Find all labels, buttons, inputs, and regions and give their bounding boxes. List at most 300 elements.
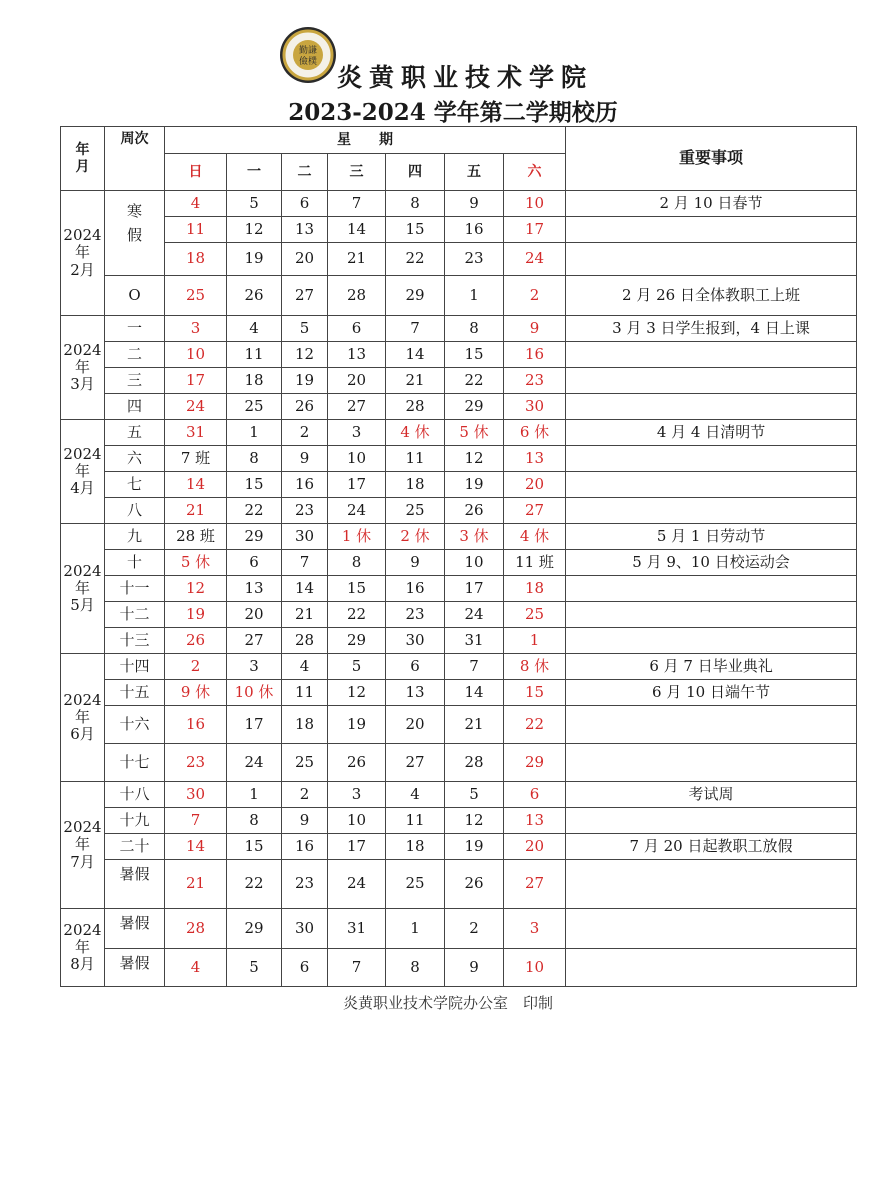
- week-number: 十: [105, 550, 165, 576]
- calendar-week-row: [61, 368, 857, 394]
- day-cell-wed: 8: [328, 550, 386, 576]
- day-cell-wed: 14: [328, 217, 386, 243]
- day-cell-sun: 2: [165, 654, 227, 680]
- event-note: [566, 394, 857, 420]
- day-cell-sun: 11: [165, 217, 227, 243]
- day-cell-wed: 13: [328, 342, 386, 368]
- month-label-month: 8月: [70, 955, 95, 974]
- day-cell-fri: 5: [445, 782, 504, 808]
- day-cell-tue: 23: [282, 498, 328, 524]
- day-cell-tue: 6: [282, 949, 328, 987]
- day-cell-wed: 10: [328, 808, 386, 834]
- day-cell-fri: 3 休: [445, 524, 504, 550]
- day-cell-wed: 20: [328, 368, 386, 394]
- svg-text:儉樸: 儉樸: [298, 57, 318, 67]
- day-cell-sat: 6 休: [504, 420, 566, 446]
- day-cell-thu: 20: [386, 706, 445, 744]
- day-cell-tue: 18: [282, 706, 328, 744]
- week-number: 五: [105, 420, 165, 446]
- month-label-6: [61, 654, 105, 782]
- month-label-year: 2024: [63, 340, 102, 359]
- calendar-week-row: [61, 706, 857, 744]
- day-cell-thu: 7: [386, 316, 445, 342]
- calendar-week-row: [61, 446, 857, 472]
- day-cell-mon: 8: [227, 446, 282, 472]
- day-cell-thu: 11: [386, 446, 445, 472]
- week-label-char: 寒: [126, 202, 142, 220]
- event-note: [566, 368, 857, 394]
- school-seal-logo: [279, 26, 337, 84]
- day-cell-mon: 4: [227, 316, 282, 342]
- day-cell-tue: 11: [282, 680, 328, 706]
- day-cell-tue: 2: [282, 782, 328, 808]
- month-label-month: 5月: [70, 596, 95, 615]
- header-year-month: 年 月: [61, 127, 105, 191]
- week-number: 暑假: [105, 860, 165, 909]
- month-label-year: 2024: [63, 226, 102, 245]
- week-number: 十五: [105, 680, 165, 706]
- day-cell-wed: 1 休: [328, 524, 386, 550]
- calendar-week-row: [61, 834, 857, 860]
- day-cell-tue: 13: [282, 217, 328, 243]
- day-cell-tue: 12: [282, 342, 328, 368]
- day-cell-mon: 27: [227, 628, 282, 654]
- month-label-2: [61, 191, 105, 316]
- calendar-week-row: [61, 860, 857, 909]
- week-number: 四: [105, 394, 165, 420]
- day-cell-thu: 22: [386, 243, 445, 276]
- day-cell-sat: 8 休: [504, 654, 566, 680]
- header-friday: 五: [445, 154, 504, 191]
- day-cell-thu: 1: [386, 909, 445, 949]
- day-cell-thu: 18: [386, 472, 445, 498]
- month-label-nian: 年: [74, 835, 90, 854]
- week-number: 十七: [105, 744, 165, 782]
- day-cell-mon: 10 休: [227, 680, 282, 706]
- month-label-8: [61, 909, 105, 987]
- day-cell-wed: 10: [328, 446, 386, 472]
- week-number: 七: [105, 472, 165, 498]
- week-number: 暑假: [105, 949, 165, 987]
- event-note: [566, 860, 857, 909]
- day-cell-wed: 28: [328, 276, 386, 316]
- day-cell-fri: 7: [445, 654, 504, 680]
- day-cell-wed: 7: [328, 949, 386, 987]
- day-cell-thu: 8: [386, 949, 445, 987]
- calendar-week-row: [61, 680, 857, 706]
- day-cell-sun: 7 班: [165, 446, 227, 472]
- day-cell-wed: 27: [328, 394, 386, 420]
- day-cell-mon: 5: [227, 949, 282, 987]
- day-cell-tue: 26: [282, 394, 328, 420]
- day-cell-fri: 9: [445, 949, 504, 987]
- event-note: 2 月 10 日春节: [566, 191, 857, 217]
- day-cell-sun: 10: [165, 342, 227, 368]
- calendar-week-row: [61, 524, 857, 550]
- day-cell-mon: 13: [227, 576, 282, 602]
- day-cell-tue: 27: [282, 276, 328, 316]
- month-label-nian: 年: [74, 707, 90, 726]
- calendar-week-row: [61, 342, 857, 368]
- calendar-week-row: [61, 550, 857, 576]
- week-number: 十一: [105, 576, 165, 602]
- month-label-nian: 年: [74, 461, 90, 480]
- calendar-week-row: [61, 909, 857, 949]
- day-cell-sat: 30: [504, 394, 566, 420]
- week-number: 二十: [105, 834, 165, 860]
- calendar-week-row: [61, 628, 857, 654]
- calendar-week-row: [61, 243, 857, 276]
- day-cell-sat: 20: [504, 834, 566, 860]
- calendar-week-row: [61, 602, 857, 628]
- day-cell-sun: 14: [165, 834, 227, 860]
- day-cell-fri: 12: [445, 446, 504, 472]
- calendar-week-row: [61, 576, 857, 602]
- day-cell-mon: 11: [227, 342, 282, 368]
- day-cell-thu: 16: [386, 576, 445, 602]
- day-cell-thu: 2 休: [386, 524, 445, 550]
- day-cell-tue: 30: [282, 909, 328, 949]
- header-monday: 一: [227, 154, 282, 191]
- day-cell-sat: 27: [504, 860, 566, 909]
- day-cell-thu: 6: [386, 654, 445, 680]
- event-note: 6 月 7 日毕业典礼: [566, 654, 857, 680]
- day-cell-wed: 26: [328, 744, 386, 782]
- calendar-week-row: [61, 949, 857, 987]
- day-cell-sun: 9 休: [165, 680, 227, 706]
- month-label-7: [61, 782, 105, 909]
- day-cell-mon: 19: [227, 243, 282, 276]
- day-cell-wed: 15: [328, 576, 386, 602]
- day-cell-fri: 21: [445, 706, 504, 744]
- day-cell-sun: 17: [165, 368, 227, 394]
- event-note: [566, 446, 857, 472]
- day-cell-thu: 15: [386, 217, 445, 243]
- month-label-year: 2024: [63, 920, 102, 939]
- month-label-month: 7月: [70, 852, 95, 871]
- day-cell-sun: 14: [165, 472, 227, 498]
- day-cell-sun: 7: [165, 808, 227, 834]
- day-cell-mon: 25: [227, 394, 282, 420]
- day-cell-wed: 5: [328, 654, 386, 680]
- school-name: 炎黄职业技术学院: [337, 63, 594, 92]
- day-cell-thu: 4: [386, 782, 445, 808]
- event-note: [566, 576, 857, 602]
- day-cell-tue: 9: [282, 808, 328, 834]
- header-weekday-group: 星 期: [165, 127, 566, 154]
- day-cell-mon: 15: [227, 472, 282, 498]
- month-label-5: [61, 524, 105, 654]
- day-cell-sat: 18: [504, 576, 566, 602]
- day-cell-sat: 10: [504, 191, 566, 217]
- day-cell-sat: 1: [504, 628, 566, 654]
- event-note: 5 月 9、10 日校运动会: [566, 550, 857, 576]
- day-cell-sat: 11 班: [504, 550, 566, 576]
- event-note: [566, 243, 857, 276]
- calendar-week-row: [61, 217, 857, 243]
- day-cell-sat: 17: [504, 217, 566, 243]
- day-cell-sun: 18: [165, 243, 227, 276]
- calendar-week-row: [61, 394, 857, 420]
- week-number: 十二: [105, 602, 165, 628]
- week-winter-break: [105, 191, 165, 276]
- day-cell-tue: 5: [282, 316, 328, 342]
- day-cell-mon: 5: [227, 191, 282, 217]
- event-note: [566, 217, 857, 243]
- day-cell-tue: 20: [282, 243, 328, 276]
- footer-printer-note: 炎黄职业技术学院办公室 印制: [342, 994, 553, 1012]
- day-cell-sun: 4: [165, 949, 227, 987]
- day-cell-thu: 27: [386, 744, 445, 782]
- month-label-year: 2024: [63, 561, 102, 580]
- day-cell-sun: 31: [165, 420, 227, 446]
- event-note: 5 月 1 日劳动节: [566, 524, 857, 550]
- week-label-char: 假: [126, 226, 142, 244]
- day-cell-mon: 24: [227, 744, 282, 782]
- day-cell-mon: 8: [227, 808, 282, 834]
- day-cell-sat: 13: [504, 808, 566, 834]
- calendar-title: 2023-2024 学年第二学期校历: [288, 99, 618, 126]
- header-saturday: 六: [504, 154, 566, 191]
- month-label-year: 2024: [63, 818, 102, 837]
- month-label-month: 2月: [70, 260, 95, 279]
- event-note: [566, 706, 857, 744]
- event-note: 考试周: [566, 782, 857, 808]
- week-number: 一: [105, 316, 165, 342]
- day-cell-fri: 5 休: [445, 420, 504, 446]
- event-note: [566, 602, 857, 628]
- event-note: [566, 808, 857, 834]
- day-cell-mon: 1: [227, 420, 282, 446]
- week-number: 十三: [105, 628, 165, 654]
- month-label-nian: 年: [74, 937, 90, 956]
- day-cell-sat: 6: [504, 782, 566, 808]
- day-cell-thu: 14: [386, 342, 445, 368]
- day-cell-fri: 29: [445, 394, 504, 420]
- calendar-week-row: [61, 316, 857, 342]
- week-number: 六: [105, 446, 165, 472]
- day-cell-sun: 26: [165, 628, 227, 654]
- day-cell-tue: 30: [282, 524, 328, 550]
- month-label-3: [61, 316, 105, 420]
- day-cell-fri: 15: [445, 342, 504, 368]
- day-cell-thu: 30: [386, 628, 445, 654]
- week-number: 二: [105, 342, 165, 368]
- day-cell-fri: 17: [445, 576, 504, 602]
- day-cell-wed: 29: [328, 628, 386, 654]
- day-cell-sun: 25: [165, 276, 227, 316]
- day-cell-sat: 16: [504, 342, 566, 368]
- day-cell-wed: 19: [328, 706, 386, 744]
- day-cell-tue: 4: [282, 654, 328, 680]
- month-label-year: 2024: [63, 444, 102, 463]
- day-cell-thu: 11: [386, 808, 445, 834]
- day-cell-sat: 10: [504, 949, 566, 987]
- calendar-week-row: [61, 654, 857, 680]
- day-cell-fri: 1: [445, 276, 504, 316]
- day-cell-fri: 14: [445, 680, 504, 706]
- week-number: 十六: [105, 706, 165, 744]
- day-cell-mon: 29: [227, 909, 282, 949]
- week-number: 三: [105, 368, 165, 394]
- day-cell-thu: 8: [386, 191, 445, 217]
- day-cell-thu: 13: [386, 680, 445, 706]
- day-cell-tue: 25: [282, 744, 328, 782]
- day-cell-mon: 20: [227, 602, 282, 628]
- day-cell-fri: 23: [445, 243, 504, 276]
- day-cell-sat: 29: [504, 744, 566, 782]
- day-cell-tue: 16: [282, 834, 328, 860]
- event-note: [566, 949, 857, 987]
- day-cell-mon: 17: [227, 706, 282, 744]
- day-cell-sun: 24: [165, 394, 227, 420]
- day-cell-wed: 3: [328, 782, 386, 808]
- event-note: [566, 628, 857, 654]
- day-cell-mon: 15: [227, 834, 282, 860]
- calendar-week-row: [61, 420, 857, 446]
- week-number: 八: [105, 498, 165, 524]
- calendar-week-row: [61, 782, 857, 808]
- day-cell-fri: 10: [445, 550, 504, 576]
- day-cell-thu: 9: [386, 550, 445, 576]
- day-cell-thu: 28: [386, 394, 445, 420]
- day-cell-sat: 27: [504, 498, 566, 524]
- calendar-week-row: [61, 472, 857, 498]
- day-cell-mon: 18: [227, 368, 282, 394]
- day-cell-mon: 6: [227, 550, 282, 576]
- day-cell-mon: 22: [227, 498, 282, 524]
- day-cell-thu: 18: [386, 834, 445, 860]
- day-cell-sun: 23: [165, 744, 227, 782]
- event-note: 4 月 4 日清明节: [566, 420, 857, 446]
- event-note: 6 月 10 日端午节: [566, 680, 857, 706]
- header-tuesday: 二: [282, 154, 328, 191]
- day-cell-sat: 20: [504, 472, 566, 498]
- day-cell-fri: 26: [445, 860, 504, 909]
- day-cell-fri: 26: [445, 498, 504, 524]
- header-wednesday: 三: [328, 154, 386, 191]
- calendar-week-row: [61, 191, 857, 217]
- week-number: 十八: [105, 782, 165, 808]
- day-cell-fri: 8: [445, 316, 504, 342]
- day-cell-sun: 28 班: [165, 524, 227, 550]
- day-cell-wed: 6: [328, 316, 386, 342]
- day-cell-mon: 3: [227, 654, 282, 680]
- month-label-year: 2024: [63, 690, 102, 709]
- week-number: O: [105, 276, 165, 316]
- day-cell-sun: 3: [165, 316, 227, 342]
- month-label-month: 6月: [70, 725, 95, 744]
- day-cell-wed: 24: [328, 498, 386, 524]
- day-cell-mon: 1: [227, 782, 282, 808]
- day-cell-sun: 28: [165, 909, 227, 949]
- week-number: 暑假: [105, 909, 165, 949]
- day-cell-sun: 12: [165, 576, 227, 602]
- day-cell-wed: 12: [328, 680, 386, 706]
- event-note: [566, 498, 857, 524]
- event-note: [566, 744, 857, 782]
- header-week: 周次: [105, 127, 165, 191]
- day-cell-wed: 24: [328, 860, 386, 909]
- calendar-week-row: [61, 744, 857, 782]
- calendar-week-row: [61, 498, 857, 524]
- day-cell-sun: 5 休: [165, 550, 227, 576]
- day-cell-fri: 19: [445, 834, 504, 860]
- month-label-nian: 年: [74, 357, 90, 376]
- day-cell-sat: 2: [504, 276, 566, 316]
- day-cell-sun: 16: [165, 706, 227, 744]
- day-cell-tue: 28: [282, 628, 328, 654]
- calendar-week-row: [61, 276, 857, 316]
- week-number: 十四: [105, 654, 165, 680]
- header-sunday: 日: [165, 154, 227, 191]
- day-cell-tue: 2: [282, 420, 328, 446]
- day-cell-sat: 4 休: [504, 524, 566, 550]
- day-cell-sat: 9: [504, 316, 566, 342]
- day-cell-sun: 21: [165, 498, 227, 524]
- day-cell-sat: 3: [504, 909, 566, 949]
- day-cell-sun: 21: [165, 860, 227, 909]
- month-label-nian: 年: [74, 578, 90, 597]
- day-cell-tue: 19: [282, 368, 328, 394]
- day-cell-wed: 31: [328, 909, 386, 949]
- event-note: [566, 342, 857, 368]
- day-cell-thu: 23: [386, 602, 445, 628]
- day-cell-sat: 22: [504, 706, 566, 744]
- day-cell-mon: 26: [227, 276, 282, 316]
- event-note: [566, 909, 857, 949]
- day-cell-sat: 23: [504, 368, 566, 394]
- day-cell-fri: 16: [445, 217, 504, 243]
- day-cell-tue: 6: [282, 191, 328, 217]
- month-label-4: [61, 420, 105, 524]
- day-cell-fri: 2: [445, 909, 504, 949]
- event-note: 3 月 3 日学生报到，4 日上课: [566, 316, 857, 342]
- week-number: 十九: [105, 808, 165, 834]
- day-cell-sun: 30: [165, 782, 227, 808]
- day-cell-sat: 13: [504, 446, 566, 472]
- day-cell-sat: 25: [504, 602, 566, 628]
- day-cell-sun: 19: [165, 602, 227, 628]
- day-cell-tue: 9: [282, 446, 328, 472]
- day-cell-tue: 14: [282, 576, 328, 602]
- day-cell-tue: 16: [282, 472, 328, 498]
- day-cell-mon: 29: [227, 524, 282, 550]
- event-note: 2 月 26 日全体教职工上班: [566, 276, 857, 316]
- day-cell-thu: 25: [386, 498, 445, 524]
- event-note: 7 月 20 日起教职工放假: [566, 834, 857, 860]
- event-note: [566, 472, 857, 498]
- day-cell-wed: 7: [328, 191, 386, 217]
- month-label-month: 4月: [70, 479, 95, 498]
- day-cell-sat: 15: [504, 680, 566, 706]
- day-cell-fri: 22: [445, 368, 504, 394]
- day-cell-wed: 17: [328, 472, 386, 498]
- day-cell-wed: 3: [328, 420, 386, 446]
- day-cell-fri: 9: [445, 191, 504, 217]
- day-cell-fri: 12: [445, 808, 504, 834]
- day-cell-sun: 4: [165, 191, 227, 217]
- day-cell-thu: 4 休: [386, 420, 445, 446]
- day-cell-fri: 24: [445, 602, 504, 628]
- day-cell-thu: 29: [386, 276, 445, 316]
- school-calendar-table: [60, 126, 857, 987]
- header-events: 重要事项: [566, 127, 857, 191]
- day-cell-tue: 7: [282, 550, 328, 576]
- week-number: 九: [105, 524, 165, 550]
- day-cell-sat: 24: [504, 243, 566, 276]
- day-cell-thu: 25: [386, 860, 445, 909]
